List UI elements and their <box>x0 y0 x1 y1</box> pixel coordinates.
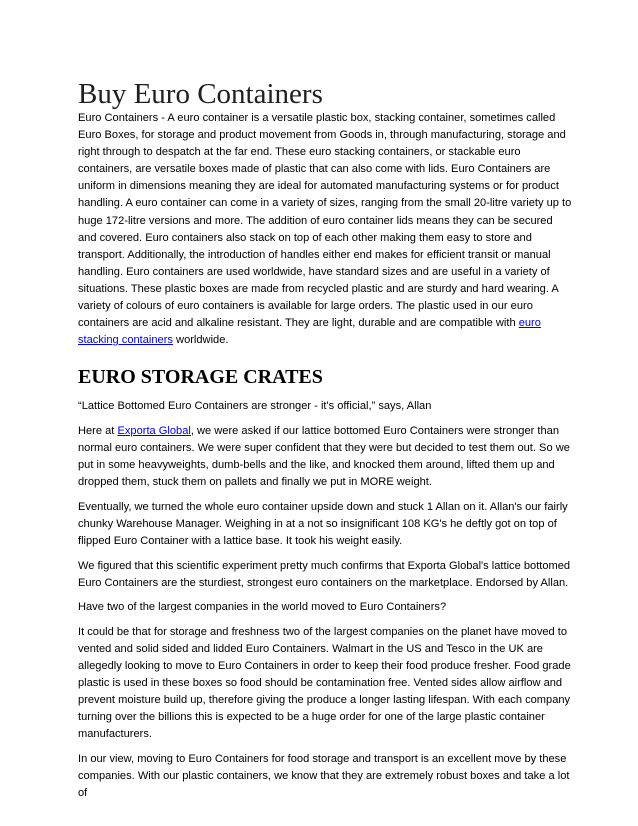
section-heading: EURO STORAGE CRATES <box>78 366 323 389</box>
body-paragraph-1 <box>78 423 573 491</box>
page-title: Buy Euro Containers <box>78 78 323 110</box>
intro-paragraph <box>78 110 573 349</box>
body-paragraph-6: In our view, moving to Euro Containers for food storage and transport is an excellent move by these companies. With our plastic containers, we know that they are extremely robust boxes and take a lot of <box>78 753 570 800</box>
euro-stacking-containers-link[interactable]: euro stacking containers <box>78 317 541 347</box>
body-paragraph-3: We figured that this scientific experiment pretty much confirms that Exporta Global's lattice bottomed Euro Containers are the sturdiest, strongest euro containers on the marketplace. Endorsed by Allan. <box>78 559 571 589</box>
intro-text-end: worldwide. <box>172 334 229 347</box>
intro-text: Euro Containers - A euro container is a versatile plastic box, stacking container, sometimes called Euro Boxes, for storage and product movement from Goods in, through manufacturing, storage and right through to despatch at the far end. These euro stacking containers, or stackable euro containers, are versatile boxes made of plastic that can also come with lids. Euro Containers are uniform in dimensions meaning they are ideal for automated manufacturing systems or for product handling. A euro container can come in a variety of sizes, ranging from the small 20-litre variety up to huge 172-litre versions and more. The addition of euro container lids means they can be secured and covered. Euro containers also stack on top of each other making them easy to store and transport. Additionally, the introduction of handles either end makes for efficient transit or manual handling. Euro containers are used worldwide, have standard sizes and are useful in a variety of situations. These plastic boxes are made from recycled plastic and are sturdy and hard wearing. A variety of colours of euro containers is available for large orders. The plastic used in our euro containers are acid and alkaline resistant. They are light, durable and are compatible with <box>78 112 572 330</box>
body-paragraph-5: It could be that for storage and freshness two of the largest companies on the planet have moved to vented and solid sided and lidded Euro Containers. Walmart in the US and Tesco in the UK are allegedly looking to move to Euro Containers in order to keep their food produce fresher. Food grade plastic is used in these boxes so food should be contamination free. Vented sides allow airflow and prevent moisture build up, therefore giving the produce a longer lasting lifespan. With each company turning over the billions this is expected to be a huge order for one of the large plastic container manufacturers. <box>78 625 571 741</box>
para1-text: , we were asked if our lattice bottomed Euro Containers were stronger than normal euro containers. We were super confident that they were but decided to test them out. So we put in some heavyweights, dumb-bells and the like, and knocked them around, lifted them up and dropped them, stuck them on pallets and finally we put in MORE weight. <box>78 424 570 489</box>
exporta-global-link[interactable]: Exporta Global <box>117 424 191 437</box>
body-paragraph-4: Have two of the largest companies in the world moved to Euro Containers? <box>78 601 447 614</box>
body-paragraph-2: Eventually, we turned the whole euro container upside down and stuck 1 Allan on it. Allan's our fairly chunky Warehouse Manager. Weighing in at a not so insignificant 108 KG's he deftly got on top of flipped Euro Container with a lattice base. It took his weight easily. <box>78 500 568 547</box>
document-page <box>78 78 573 810</box>
para1-lead: Here at <box>78 424 118 437</box>
quote-paragraph: “Lattice Bottomed Euro Containers are stronger - it's official,” says, Allan <box>78 400 432 413</box>
